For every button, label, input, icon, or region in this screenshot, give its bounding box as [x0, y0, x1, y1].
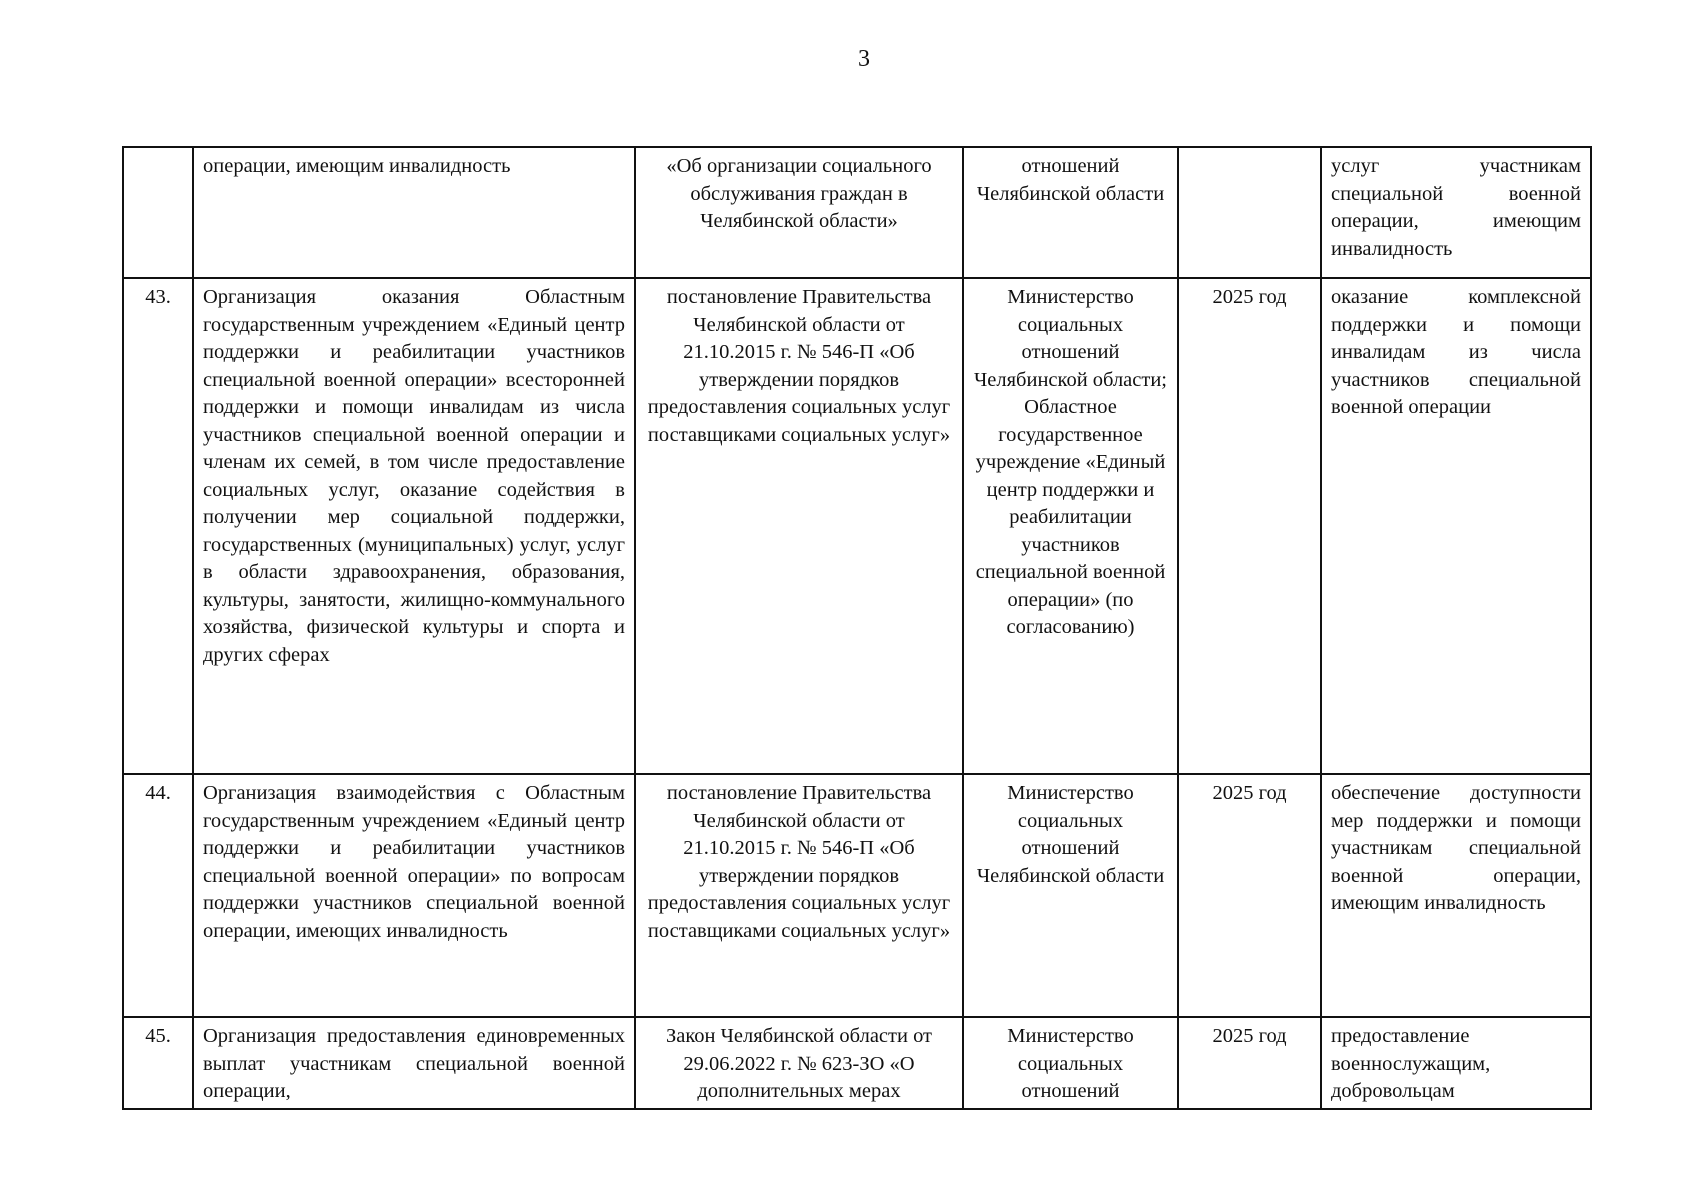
executor-cell: Министерство социальных отношений [963, 1017, 1178, 1109]
executor-cell: Министерство социальных отношений Челябинской области [963, 774, 1178, 1017]
document-cell: постановление Правительства Челябинской области от 21.10.2015 г. № 546-П «Об утверждении порядков предоставления социальных услуг поставщиками социальных услуг» [635, 774, 963, 1017]
page-number: 3 [858, 46, 870, 72]
result-cell: обеспечение доступности мер поддержки и помощи участникам специальной военной операции, имеющим инвалидность [1321, 774, 1591, 1017]
event-cell: Организация оказания Областным государственным учреждением «Единый центр поддержки и реабилитации участников специальной военной операции» всесторонней поддержки и помощи инвалидам из числа участников специальной военной операции и членам их семей, в том числе предоставление социальных услуг, оказание содействия в получении мер социальной поддержки, государственных (муниципальных) услуг, услуг в области здравоохранения, образования, культуры, занятости, жилищно-коммунального хозяйства, физической культуры и спорта и других сферах [193, 278, 635, 774]
document-cell: «Об организации социального обслуживания граждан в Челябинской области» [635, 147, 963, 278]
row-number: 45. [123, 1017, 193, 1109]
result-cell: предоставление военнослужащим, добровольцам [1321, 1017, 1591, 1109]
event-cell: Организация взаимодействия с Областным государственным учреждением «Единый центр поддержки и реабилитации участников специальной военной операции» по вопросам поддержки участников специальной военной операции, имеющих инвалидность [193, 774, 635, 1017]
result-cell: услуг участникам специальной военной операции, имеющим инвалидность [1321, 147, 1591, 278]
table-row [123, 147, 1591, 278]
row-number: 44. [123, 774, 193, 1017]
term-cell: 2025 год [1178, 774, 1321, 1017]
term-cell: 2025 год [1178, 278, 1321, 774]
table-row [123, 1017, 1591, 1109]
measures-table [122, 146, 1592, 1110]
row-number: 43. [123, 278, 193, 774]
row-number [123, 147, 193, 278]
executor-cell: отношений Челябинской области [963, 147, 1178, 278]
term-cell: 2025 год [1178, 1017, 1321, 1109]
table-row [123, 774, 1591, 1017]
executor-cell: Министерство социальных отношений Челябинской области; Областное государственное учреждение «Единый центр поддержки и реабилитации участников специальной военной операции» (по согласованию) [963, 278, 1178, 774]
event-cell: операции, имеющим инвалидность [193, 147, 635, 278]
result-cell: оказание комплексной поддержки и помощи инвалидам из числа участников специальной военной операции [1321, 278, 1591, 774]
document-cell: постановление Правительства Челябинской области от 21.10.2015 г. № 546-П «Об утверждении порядков предоставления социальных услуг поставщиками социальных услуг» [635, 278, 963, 774]
document-cell: Закон Челябинской области от 29.06.2022 г. № 623-ЗО «О дополнительных мерах [635, 1017, 963, 1109]
event-cell: Организация предоставления единовременных выплат участникам специальной военной операции, [193, 1017, 635, 1109]
table-row [123, 278, 1591, 774]
term-cell [1178, 147, 1321, 278]
